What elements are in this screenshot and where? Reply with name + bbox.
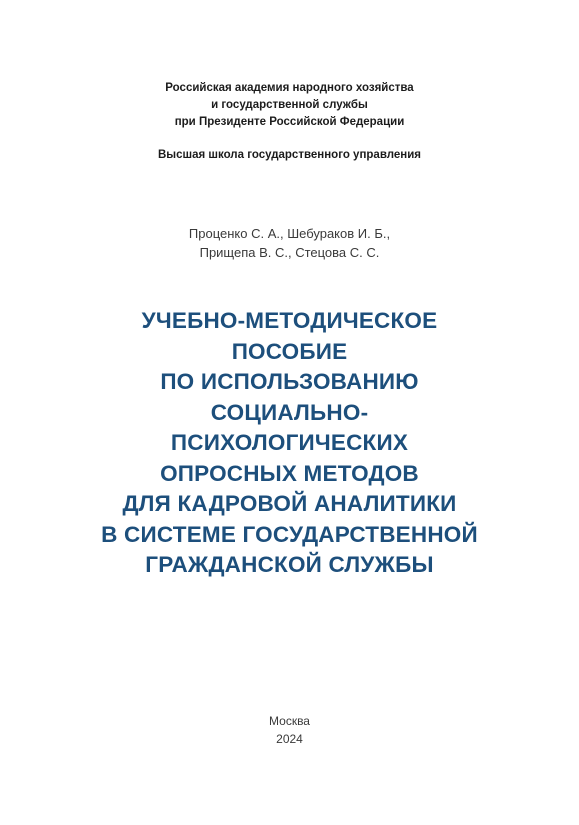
institution-line: Российская академия народного хозяйства bbox=[165, 82, 414, 94]
title-line: УЧЕБНО-МЕТОДИЧЕСКОЕ bbox=[141, 308, 438, 333]
imprint-city: Москва bbox=[269, 714, 310, 728]
title-line: ПО ИСПОЛЬЗОВАНИЮ bbox=[160, 369, 419, 394]
institution-name bbox=[0, 80, 579, 131]
title-line: В СИСТЕМЕ ГОСУДАРСТВЕННОЙ bbox=[101, 521, 478, 547]
title-line: ПОСОБИЕ bbox=[231, 338, 348, 364]
title-line: ОПРОСНЫХ МЕТОДОВ bbox=[160, 460, 419, 486]
institution-line: и государственной службы bbox=[211, 99, 368, 111]
authors bbox=[0, 224, 579, 262]
authors-line: Проценко С. А., Шебураков И. Б., bbox=[188, 226, 391, 241]
school-name: Высшая школа государственного управления bbox=[157, 149, 422, 161]
document-title bbox=[0, 306, 579, 581]
title-line: СОЦИАЛЬНО- bbox=[210, 399, 369, 425]
title-line: ДЛЯ КАДРОВОЙ АНАЛИТИКИ bbox=[122, 491, 457, 516]
imprint-year: 2024 bbox=[276, 732, 303, 746]
imprint bbox=[0, 712, 579, 748]
institution-line: при Президенте Российской Федерации bbox=[174, 116, 405, 128]
title-line: ГРАЖДАНСКОЙ СЛУЖБЫ bbox=[145, 552, 434, 577]
authors-line: Прищепа В. С., Стецова С. С. bbox=[199, 245, 380, 260]
title-line: ПСИХОЛОГИЧЕСКИХ bbox=[170, 430, 409, 455]
